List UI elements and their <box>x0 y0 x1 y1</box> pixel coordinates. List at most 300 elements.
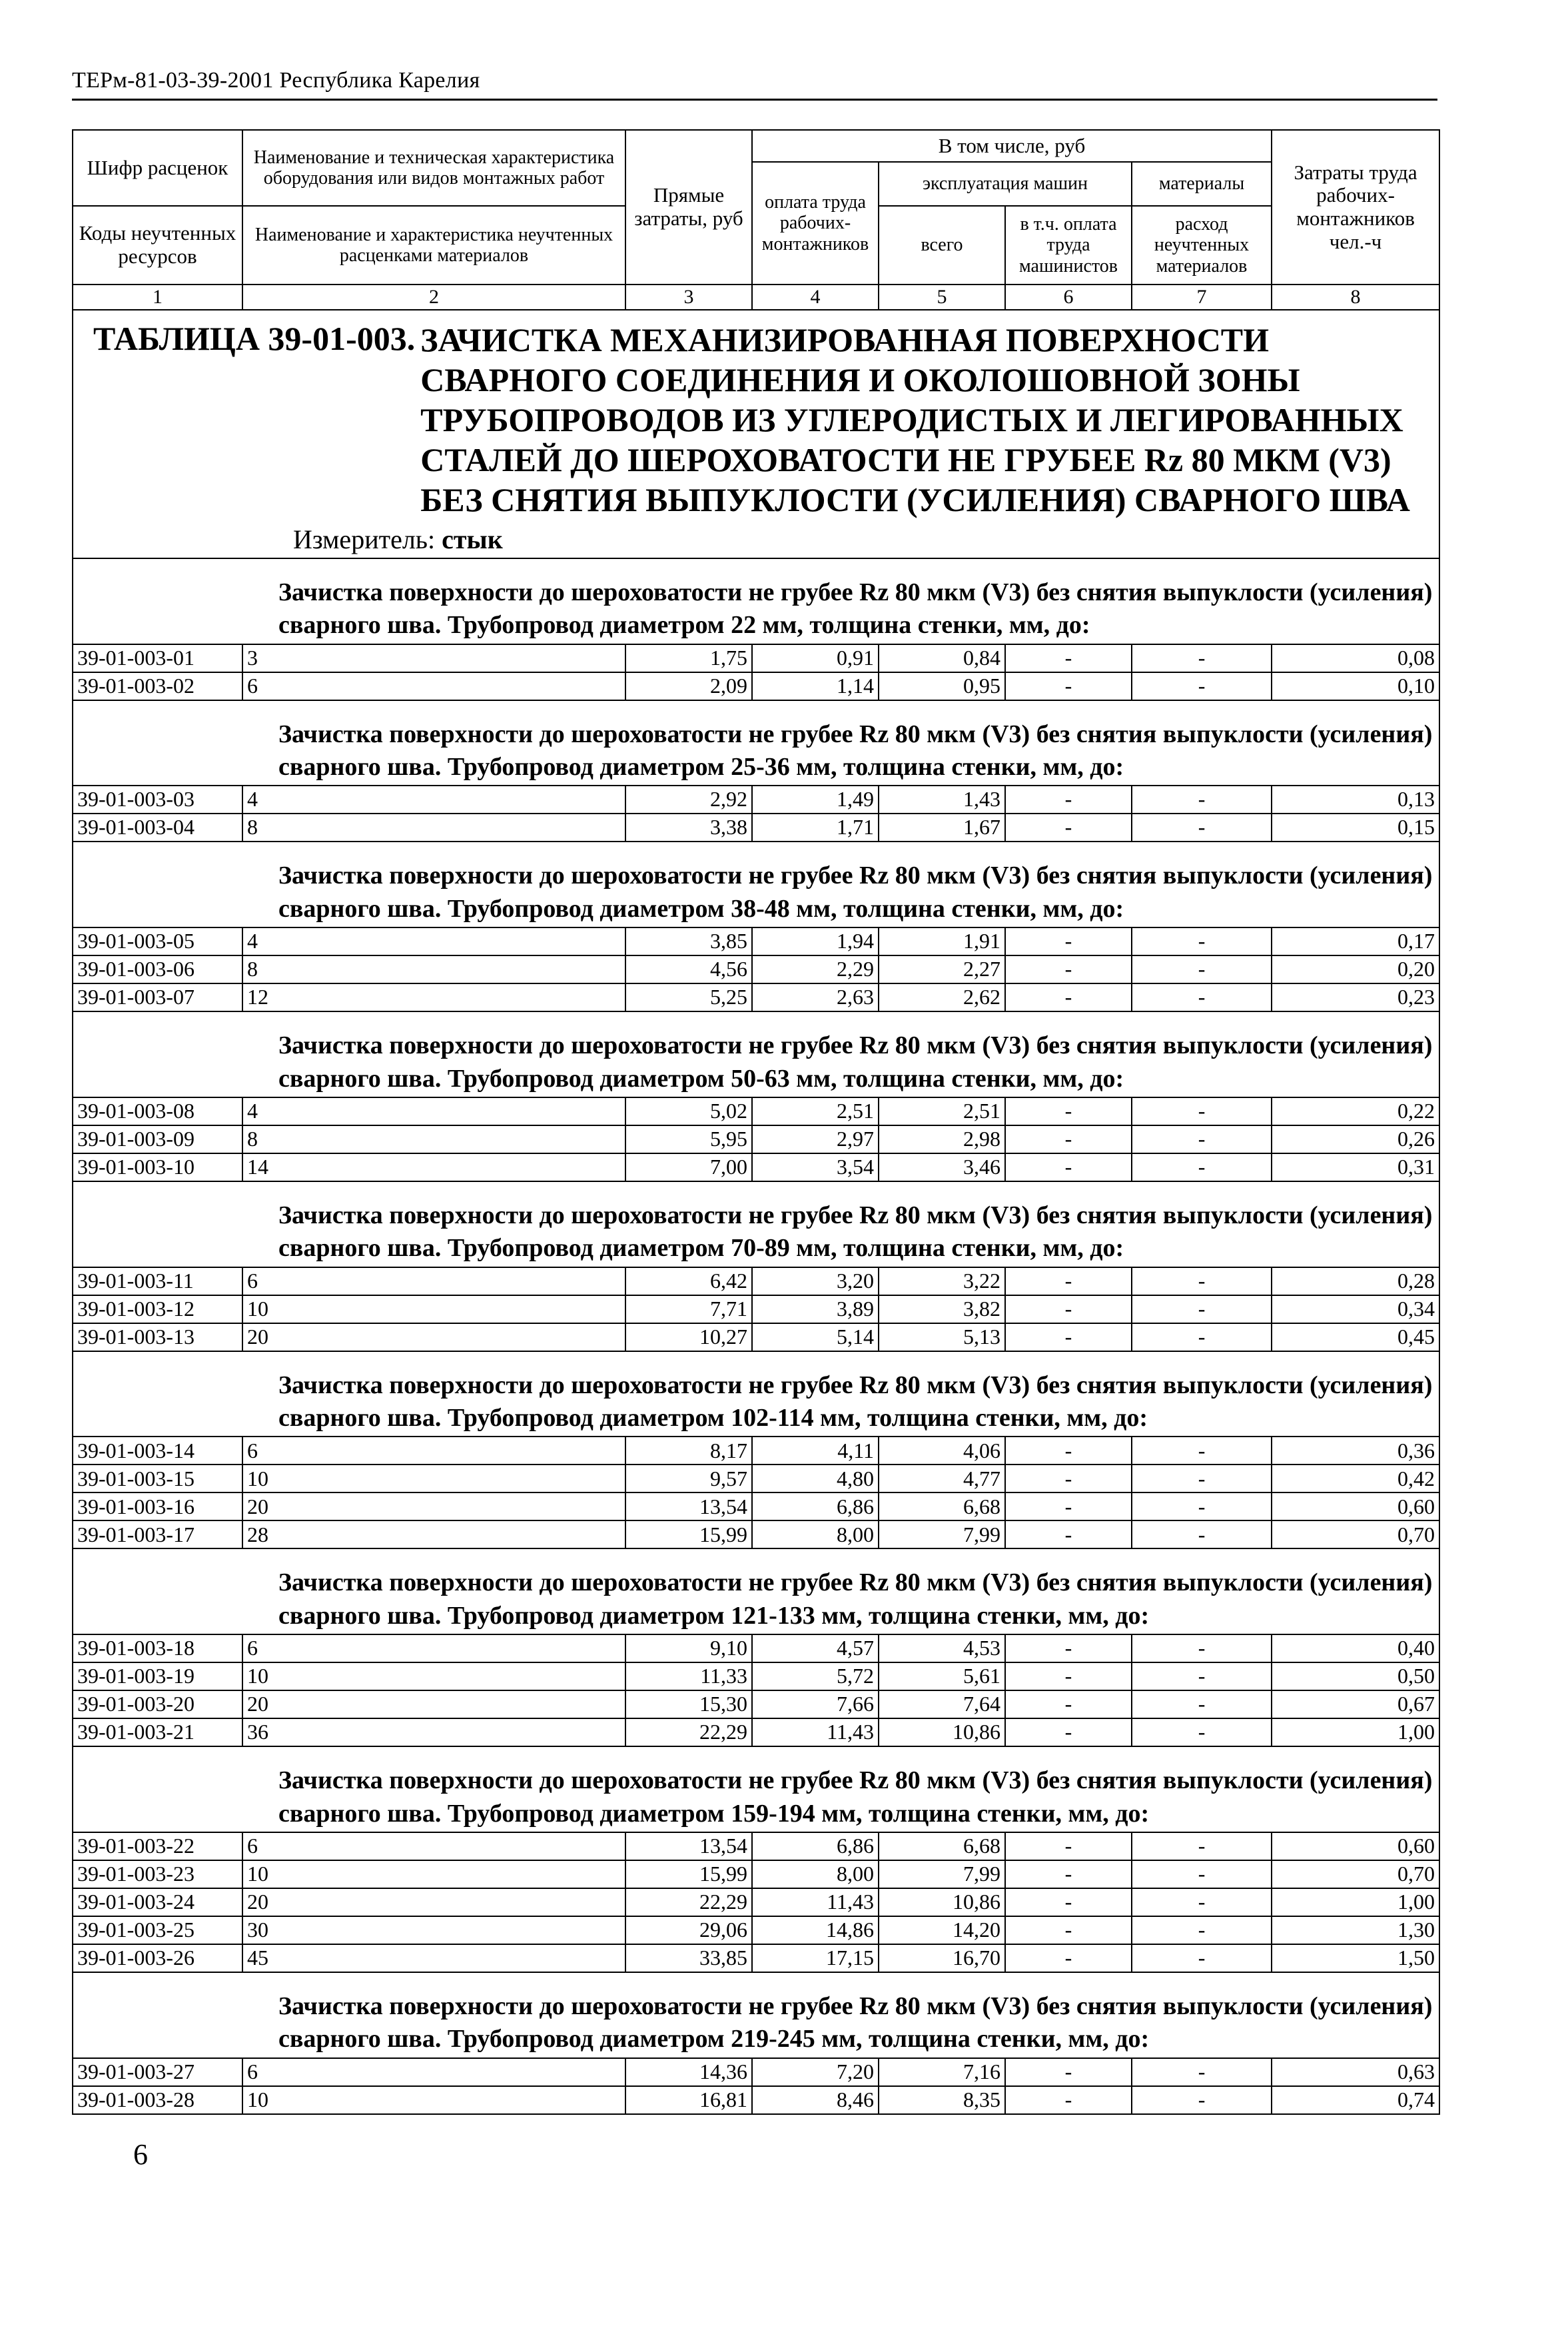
row-machines-total: 4,77 <box>879 1465 1005 1492</box>
row-direct-cost: 22,29 <box>625 1888 752 1916</box>
row-materials: - <box>1132 814 1272 842</box>
row-thickness: 30 <box>242 1916 625 1944</box>
row-code: 39-01-003-26 <box>73 1944 242 1972</box>
row-labor-hours: 0,15 <box>1272 814 1439 842</box>
row-machines-total: 14,20 <box>879 1916 1005 1944</box>
row-direct-cost: 13,54 <box>625 1492 752 1520</box>
group-header-cell <box>73 1972 1439 2058</box>
table-row <box>73 1888 1439 1916</box>
header-direct-cost: Прямые затраты, руб <box>625 130 752 285</box>
row-code: 39-01-003-22 <box>73 1832 242 1860</box>
col-number: 2 <box>242 285 625 310</box>
row-thickness: 6 <box>242 2058 625 2086</box>
row-machines-labor: - <box>1005 1295 1132 1323</box>
header-code-top: Шифр расценок <box>73 130 242 206</box>
group-header-cell <box>73 1746 1439 1832</box>
row-labor-pay: 6,86 <box>752 1492 879 1520</box>
header-labor-pay: оплата труда рабочих-монтажников <box>752 162 879 285</box>
row-direct-cost: 5,95 <box>625 1125 752 1153</box>
row-materials: - <box>1132 1437 1272 1465</box>
row-code: 39-01-003-12 <box>73 1295 242 1323</box>
row-direct-cost: 15,99 <box>625 1860 752 1888</box>
row-materials: - <box>1132 1690 1272 1718</box>
row-labor-pay: 4,11 <box>752 1437 879 1465</box>
row-thickness: 6 <box>242 1832 625 1860</box>
group-header-row <box>73 842 1439 927</box>
row-direct-cost: 5,25 <box>625 983 752 1011</box>
row-direct-cost: 33,85 <box>625 1944 752 1972</box>
row-direct-cost: 15,99 <box>625 1520 752 1548</box>
row-machines-total: 6,68 <box>879 1832 1005 1860</box>
row-labor-hours: 0,70 <box>1272 1860 1439 1888</box>
row-labor-hours: 0,60 <box>1272 1492 1439 1520</box>
row-labor-pay: 5,14 <box>752 1323 879 1351</box>
table-row <box>73 1097 1439 1125</box>
row-machines-labor: - <box>1005 1267 1132 1295</box>
row-machines-labor: - <box>1005 1888 1132 1916</box>
header-code-bottom: Коды неучтенных ресурсов <box>73 206 242 285</box>
row-labor-pay: 2,63 <box>752 983 879 1011</box>
row-labor-pay: 2,97 <box>752 1125 879 1153</box>
row-code: 39-01-003-28 <box>73 2086 242 2114</box>
row-thickness: 10 <box>242 2086 625 2114</box>
row-code: 39-01-003-21 <box>73 1718 242 1746</box>
header-name-top: Наименование и техническая характеристика оборудования или видов монтажных работ <box>242 130 625 206</box>
row-code: 39-01-003-13 <box>73 1323 242 1351</box>
row-code: 39-01-003-20 <box>73 1690 242 1718</box>
row-machines-total: 3,22 <box>879 1267 1005 1295</box>
header-labor-hours: Затраты труда рабочих-монтажников чел.-ч <box>1272 130 1439 285</box>
row-labor-pay: 3,20 <box>752 1267 879 1295</box>
row-machines-labor: - <box>1005 814 1132 842</box>
row-direct-cost: 3,85 <box>625 927 752 955</box>
row-code: 39-01-003-01 <box>73 644 242 672</box>
row-labor-hours: 1,00 <box>1272 1718 1439 1746</box>
header-materials-unacc: расход неучтенных материалов <box>1132 206 1272 285</box>
row-labor-hours: 1,30 <box>1272 1916 1439 1944</box>
row-thickness: 6 <box>242 672 625 700</box>
row-direct-cost: 2,09 <box>625 672 752 700</box>
row-labor-hours: 0,70 <box>1272 1520 1439 1548</box>
col-number: 1 <box>73 285 242 310</box>
row-labor-pay: 4,80 <box>752 1465 879 1492</box>
measure-value: стык <box>442 524 503 554</box>
group-header-row <box>73 1011 1439 1097</box>
row-code: 39-01-003-17 <box>73 1520 242 1548</box>
table-row <box>73 1690 1439 1718</box>
group-header-cell <box>73 1548 1439 1634</box>
row-labor-pay: 11,43 <box>752 1888 879 1916</box>
table-row <box>73 1520 1439 1548</box>
row-direct-cost: 14,36 <box>625 2058 752 2086</box>
table-row <box>73 927 1439 955</box>
row-machines-labor: - <box>1005 786 1132 814</box>
table-row <box>73 1323 1439 1351</box>
row-thickness: 4 <box>242 786 625 814</box>
row-materials: - <box>1132 1125 1272 1153</box>
row-labor-pay: 2,29 <box>752 955 879 983</box>
row-materials: - <box>1132 983 1272 1011</box>
row-materials: - <box>1132 672 1272 700</box>
row-thickness: 20 <box>242 1492 625 1520</box>
row-direct-cost: 1,75 <box>625 644 752 672</box>
row-materials: - <box>1132 1295 1272 1323</box>
row-machines-total: 7,64 <box>879 1690 1005 1718</box>
row-labor-hours: 0,10 <box>1272 672 1439 700</box>
row-materials: - <box>1132 1267 1272 1295</box>
row-thickness: 10 <box>242 1860 625 1888</box>
row-thickness: 10 <box>242 1465 625 1492</box>
row-machines-labor: - <box>1005 1492 1132 1520</box>
row-machines-total: 16,70 <box>879 1944 1005 1972</box>
table-row <box>73 644 1439 672</box>
row-labor-pay: 2,51 <box>752 1097 879 1125</box>
row-machines-total: 7,16 <box>879 2058 1005 2086</box>
row-machines-labor: - <box>1005 2086 1132 2114</box>
column-numbers-row <box>73 285 1439 310</box>
group-header-row <box>73 1181 1439 1267</box>
table-row <box>73 1295 1439 1323</box>
row-labor-pay: 7,20 <box>752 2058 879 2086</box>
group-description: Зачистка поверхности до шероховатости не грубее Rz 80 мкм (V3) без снятия выпуклости (усиления) сварного шва. Трубопровод диаметром 102-114 мм, толщина стенки, мм, до: <box>278 1371 1433 1433</box>
row-machines-total: 10,86 <box>879 1888 1005 1916</box>
row-direct-cost: 9,57 <box>625 1465 752 1492</box>
row-direct-cost: 3,38 <box>625 814 752 842</box>
table-title-prefix: ТАБЛИЦА 39-01-003. <box>93 320 416 357</box>
row-labor-hours: 1,50 <box>1272 1944 1439 1972</box>
row-labor-hours: 0,74 <box>1272 2086 1439 2114</box>
row-code: 39-01-003-03 <box>73 786 242 814</box>
row-labor-pay: 3,54 <box>752 1153 879 1181</box>
row-labor-pay: 7,66 <box>752 1690 879 1718</box>
row-code: 39-01-003-08 <box>73 1097 242 1125</box>
header-machines-incl: в т.ч. оплата труда машинистов <box>1005 206 1132 285</box>
row-labor-pay: 14,86 <box>752 1916 879 1944</box>
row-direct-cost: 7,00 <box>625 1153 752 1181</box>
row-labor-pay: 1,94 <box>752 927 879 955</box>
row-thickness: 28 <box>242 1520 625 1548</box>
table-row <box>73 672 1439 700</box>
table-title-body: ЗАЧИСТКА МЕХАНИЗИРОВАННАЯ ПОВЕРХНОСТИ СВАРНОГО СОЕДИНЕНИЯ И ОКОЛОШОВНОЙ ЗОНЫ ТРУБОПРОВОДОВ ИЗ УГЛЕРОДИСТЫХ И ЛЕГИРОВАННЫХ СТАЛЕЙ ДО ШЕРОХОВАТОСТИ НЕ ГРУБЕЕ Rz 80 МКМ (V3) БЕЗ СНЯТИЯ ВЫПУКЛОСТИ (УСИЛЕНИЯ) СВАРНОГО ШВА <box>420 321 1410 518</box>
row-thickness: 3 <box>242 644 625 672</box>
row-labor-hours: 0,36 <box>1272 1437 1439 1465</box>
row-materials: - <box>1132 644 1272 672</box>
row-materials: - <box>1132 1916 1272 1944</box>
table-row <box>73 2058 1439 2086</box>
row-machines-labor: - <box>1005 1520 1132 1548</box>
row-machines-labor: - <box>1005 1323 1132 1351</box>
table-row <box>73 814 1439 842</box>
row-materials: - <box>1132 927 1272 955</box>
row-materials: - <box>1132 2058 1272 2086</box>
row-labor-hours: 0,20 <box>1272 955 1439 983</box>
table-title <box>93 320 1432 520</box>
header-materials: материалы <box>1132 162 1272 206</box>
row-code: 39-01-003-14 <box>73 1437 242 1465</box>
row-machines-labor: - <box>1005 1944 1132 1972</box>
row-thickness: 6 <box>242 1437 625 1465</box>
row-labor-hours: 0,26 <box>1272 1125 1439 1153</box>
row-labor-hours: 0,23 <box>1272 983 1439 1011</box>
table-row <box>73 983 1439 1011</box>
row-machines-labor: - <box>1005 955 1132 983</box>
row-direct-cost: 7,71 <box>625 1295 752 1323</box>
row-machines-total: 1,43 <box>879 786 1005 814</box>
row-code: 39-01-003-11 <box>73 1267 242 1295</box>
group-description: Зачистка поверхности до шероховатости не грубее Rz 80 мкм (V3) без снятия выпуклости (усиления) сварного шва. Трубопровод диаметром 70-89 мм, толщина стенки, мм, до: <box>278 1201 1433 1263</box>
group-header-cell <box>73 700 1439 786</box>
row-labor-pay: 3,89 <box>752 1295 879 1323</box>
row-code: 39-01-003-09 <box>73 1125 242 1153</box>
table-row <box>73 786 1439 814</box>
row-thickness: 8 <box>242 814 625 842</box>
row-machines-total: 1,67 <box>879 814 1005 842</box>
row-thickness: 8 <box>242 1125 625 1153</box>
row-code: 39-01-003-18 <box>73 1634 242 1662</box>
row-machines-labor: - <box>1005 2058 1132 2086</box>
row-machines-total: 5,61 <box>879 1662 1005 1690</box>
col-number: 8 <box>1272 285 1439 310</box>
row-thickness: 10 <box>242 1295 625 1323</box>
header-name-bottom: Наименование и характеристика неучтенных расценками материалов <box>242 206 625 285</box>
row-machines-labor: - <box>1005 672 1132 700</box>
table-title-cell <box>73 310 1439 558</box>
row-code: 39-01-003-16 <box>73 1492 242 1520</box>
row-machines-total: 2,62 <box>879 983 1005 1011</box>
row-code: 39-01-003-24 <box>73 1888 242 1916</box>
row-thickness: 20 <box>242 1888 625 1916</box>
row-labor-hours: 0,63 <box>1272 2058 1439 2086</box>
table-row <box>73 1718 1439 1746</box>
table-row <box>73 1634 1439 1662</box>
col-number: 5 <box>879 285 1005 310</box>
row-materials: - <box>1132 1832 1272 1860</box>
row-labor-pay: 8,00 <box>752 1520 879 1548</box>
row-labor-hours: 0,50 <box>1272 1662 1439 1690</box>
row-machines-total: 10,86 <box>879 1718 1005 1746</box>
row-machines-labor: - <box>1005 1718 1132 1746</box>
table-row <box>73 1860 1439 1888</box>
row-machines-total: 4,53 <box>879 1634 1005 1662</box>
row-labor-hours: 0,60 <box>1272 1832 1439 1860</box>
col-number: 6 <box>1005 285 1132 310</box>
row-machines-labor: - <box>1005 1437 1132 1465</box>
group-header-row <box>73 1746 1439 1832</box>
row-labor-hours: 0,67 <box>1272 1690 1439 1718</box>
group-header-cell <box>73 842 1439 927</box>
row-labor-pay: 5,72 <box>752 1662 879 1690</box>
row-direct-cost: 15,30 <box>625 1690 752 1718</box>
row-code: 39-01-003-15 <box>73 1465 242 1492</box>
group-header-cell <box>73 558 1439 644</box>
row-labor-pay: 1,71 <box>752 814 879 842</box>
row-machines-labor: - <box>1005 1832 1132 1860</box>
table-title-row <box>73 310 1439 558</box>
row-thickness: 4 <box>242 1097 625 1125</box>
row-labor-hours: 1,00 <box>1272 1888 1439 1916</box>
group-header-row <box>73 1548 1439 1634</box>
header-machines: эксплуатация машин <box>879 162 1132 206</box>
row-thickness: 14 <box>242 1153 625 1181</box>
col-number: 3 <box>625 285 752 310</box>
table-row <box>73 1916 1439 1944</box>
row-code: 39-01-003-06 <box>73 955 242 983</box>
row-direct-cost: 2,92 <box>625 786 752 814</box>
row-code: 39-01-003-04 <box>73 814 242 842</box>
row-machines-labor: - <box>1005 1916 1132 1944</box>
row-materials: - <box>1132 1520 1272 1548</box>
row-machines-total: 3,46 <box>879 1153 1005 1181</box>
group-header-row <box>73 1351 1439 1437</box>
row-materials: - <box>1132 1860 1272 1888</box>
row-labor-hours: 0,22 <box>1272 1097 1439 1125</box>
row-thickness: 8 <box>242 955 625 983</box>
group-header-row <box>73 558 1439 644</box>
row-code: 39-01-003-02 <box>73 672 242 700</box>
row-thickness: 20 <box>242 1323 625 1351</box>
row-labor-pay: 11,43 <box>752 1718 879 1746</box>
row-machines-total: 3,82 <box>879 1295 1005 1323</box>
row-labor-pay: 0,91 <box>752 644 879 672</box>
row-materials: - <box>1132 955 1272 983</box>
row-code: 39-01-003-25 <box>73 1916 242 1944</box>
row-code: 39-01-003-27 <box>73 2058 242 2086</box>
group-header-row <box>73 700 1439 786</box>
row-labor-pay: 6,86 <box>752 1832 879 1860</box>
row-materials: - <box>1132 786 1272 814</box>
row-labor-pay: 8,46 <box>752 2086 879 2114</box>
row-labor-pay: 17,15 <box>752 1944 879 1972</box>
row-machines-total: 8,35 <box>879 2086 1005 2114</box>
group-description: Зачистка поверхности до шероховатости не грубее Rz 80 мкм (V3) без снятия выпуклости (усиления) сварного шва. Трубопровод диаметром 22 мм, толщина стенки, мм, до: <box>278 578 1433 640</box>
row-labor-pay: 1,49 <box>752 786 879 814</box>
row-materials: - <box>1132 1718 1272 1746</box>
row-machines-labor: - <box>1005 1860 1132 1888</box>
row-thickness: 4 <box>242 927 625 955</box>
row-direct-cost: 22,29 <box>625 1718 752 1746</box>
row-thickness: 20 <box>242 1690 625 1718</box>
measure-line <box>93 525 1432 555</box>
row-direct-cost: 5,02 <box>625 1097 752 1125</box>
row-thickness: 6 <box>242 1267 625 1295</box>
row-machines-labor: - <box>1005 1125 1132 1153</box>
table-row <box>73 1125 1439 1153</box>
row-materials: - <box>1132 1888 1272 1916</box>
table-row <box>73 2086 1439 2114</box>
header-machines-total: всего <box>879 206 1005 285</box>
row-materials: - <box>1132 1662 1272 1690</box>
row-labor-pay: 4,57 <box>752 1634 879 1662</box>
row-code: 39-01-003-10 <box>73 1153 242 1181</box>
row-machines-labor: - <box>1005 927 1132 955</box>
row-materials: - <box>1132 1153 1272 1181</box>
row-machines-total: 5,13 <box>879 1323 1005 1351</box>
row-thickness: 6 <box>242 1634 625 1662</box>
row-machines-total: 0,84 <box>879 644 1005 672</box>
group-description: Зачистка поверхности до шероховатости не грубее Rz 80 мкм (V3) без снятия выпуклости (усиления) сварного шва. Трубопровод диаметром 38-48 мм, толщина стенки, мм, до: <box>278 862 1433 923</box>
table-row <box>73 1267 1439 1295</box>
row-direct-cost: 10,27 <box>625 1323 752 1351</box>
row-labor-hours: 0,45 <box>1272 1323 1439 1351</box>
row-thickness: 10 <box>242 1662 625 1690</box>
group-description: Зачистка поверхности до шероховатости не грубее Rz 80 мкм (V3) без снятия выпуклости (усиления) сварного шва. Трубопровод диаметром 159-194 мм, толщина стенки, мм, до: <box>278 1766 1433 1828</box>
group-description: Зачистка поверхности до шероховатости не грубее Rz 80 мкм (V3) без снятия выпуклости (усиления) сварного шва. Трубопровод диаметром 50-63 мм, толщина стенки, мм, до: <box>278 1031 1433 1093</box>
row-machines-labor: - <box>1005 1465 1132 1492</box>
row-machines-total: 0,95 <box>879 672 1005 700</box>
row-labor-hours: 0,34 <box>1272 1295 1439 1323</box>
table-row <box>73 1153 1439 1181</box>
table-row <box>73 1437 1439 1465</box>
row-machines-labor: - <box>1005 1097 1132 1125</box>
row-materials: - <box>1132 1944 1272 1972</box>
row-direct-cost: 4,56 <box>625 955 752 983</box>
row-machines-total: 2,27 <box>879 955 1005 983</box>
row-machines-total: 7,99 <box>879 1520 1005 1548</box>
row-machines-total: 2,51 <box>879 1097 1005 1125</box>
row-materials: - <box>1132 1492 1272 1520</box>
col-number: 7 <box>1132 285 1272 310</box>
group-header-cell <box>73 1011 1439 1097</box>
row-materials: - <box>1132 1634 1272 1662</box>
row-thickness: 36 <box>242 1718 625 1746</box>
row-labor-hours: 0,17 <box>1272 927 1439 955</box>
running-header: ТЕРм-81-03-39-2001 Республика Карелия <box>72 68 480 93</box>
table-row <box>73 1662 1439 1690</box>
row-machines-labor: - <box>1005 1153 1132 1181</box>
group-description: Зачистка поверхности до шероховатости не грубее Rz 80 мкм (V3) без снятия выпуклости (усиления) сварного шва. Трубопровод диаметром 121-133 мм, толщина стенки, мм, до: <box>278 1568 1433 1630</box>
group-description: Зачистка поверхности до шероховатости не грубее Rz 80 мкм (V3) без снятия выпуклости (усиления) сварного шва. Трубопровод диаметром 25-36 мм, толщина стенки, мм, до: <box>278 720 1433 781</box>
group-header-row <box>73 1972 1439 2058</box>
row-labor-hours: 0,31 <box>1272 1153 1439 1181</box>
group-header-cell <box>73 1181 1439 1267</box>
row-direct-cost: 11,33 <box>625 1662 752 1690</box>
row-machines-labor: - <box>1005 1634 1132 1662</box>
group-description: Зачистка поверхности до шероховатости не грубее Rz 80 мкм (V3) без снятия выпуклости (усиления) сварного шва. Трубопровод диаметром 219-245 мм, толщина стенки, мм, до: <box>278 1992 1433 2054</box>
row-direct-cost: 8,17 <box>625 1437 752 1465</box>
row-machines-total: 2,98 <box>879 1125 1005 1153</box>
row-labor-hours: 0,28 <box>1272 1267 1439 1295</box>
col-number: 4 <box>752 285 879 310</box>
row-thickness: 45 <box>242 1944 625 1972</box>
row-materials: - <box>1132 1323 1272 1351</box>
table-row <box>73 1944 1439 1972</box>
group-header-cell <box>73 1351 1439 1437</box>
row-direct-cost: 9,10 <box>625 1634 752 1662</box>
measure-label: Измеритель: <box>293 524 436 554</box>
row-machines-total: 6,68 <box>879 1492 1005 1520</box>
table-row <box>73 955 1439 983</box>
row-code: 39-01-003-23 <box>73 1860 242 1888</box>
row-code: 39-01-003-07 <box>73 983 242 1011</box>
table-row <box>73 1465 1439 1492</box>
row-machines-labor: - <box>1005 983 1132 1011</box>
row-machines-total: 1,91 <box>879 927 1005 955</box>
table-row <box>73 1832 1439 1860</box>
row-direct-cost: 29,06 <box>625 1916 752 1944</box>
header-incl: В том числе, руб <box>752 130 1272 162</box>
row-labor-hours: 0,42 <box>1272 1465 1439 1492</box>
row-machines-labor: - <box>1005 644 1132 672</box>
row-machines-labor: - <box>1005 1690 1132 1718</box>
norms-table <box>72 129 1440 2115</box>
header-rule <box>72 99 1437 101</box>
row-labor-pay: 1,14 <box>752 672 879 700</box>
row-thickness: 12 <box>242 983 625 1011</box>
row-materials: - <box>1132 2086 1272 2114</box>
page-number: 6 <box>133 2138 148 2171</box>
row-labor-pay: 8,00 <box>752 1860 879 1888</box>
row-machines-labor: - <box>1005 1662 1132 1690</box>
